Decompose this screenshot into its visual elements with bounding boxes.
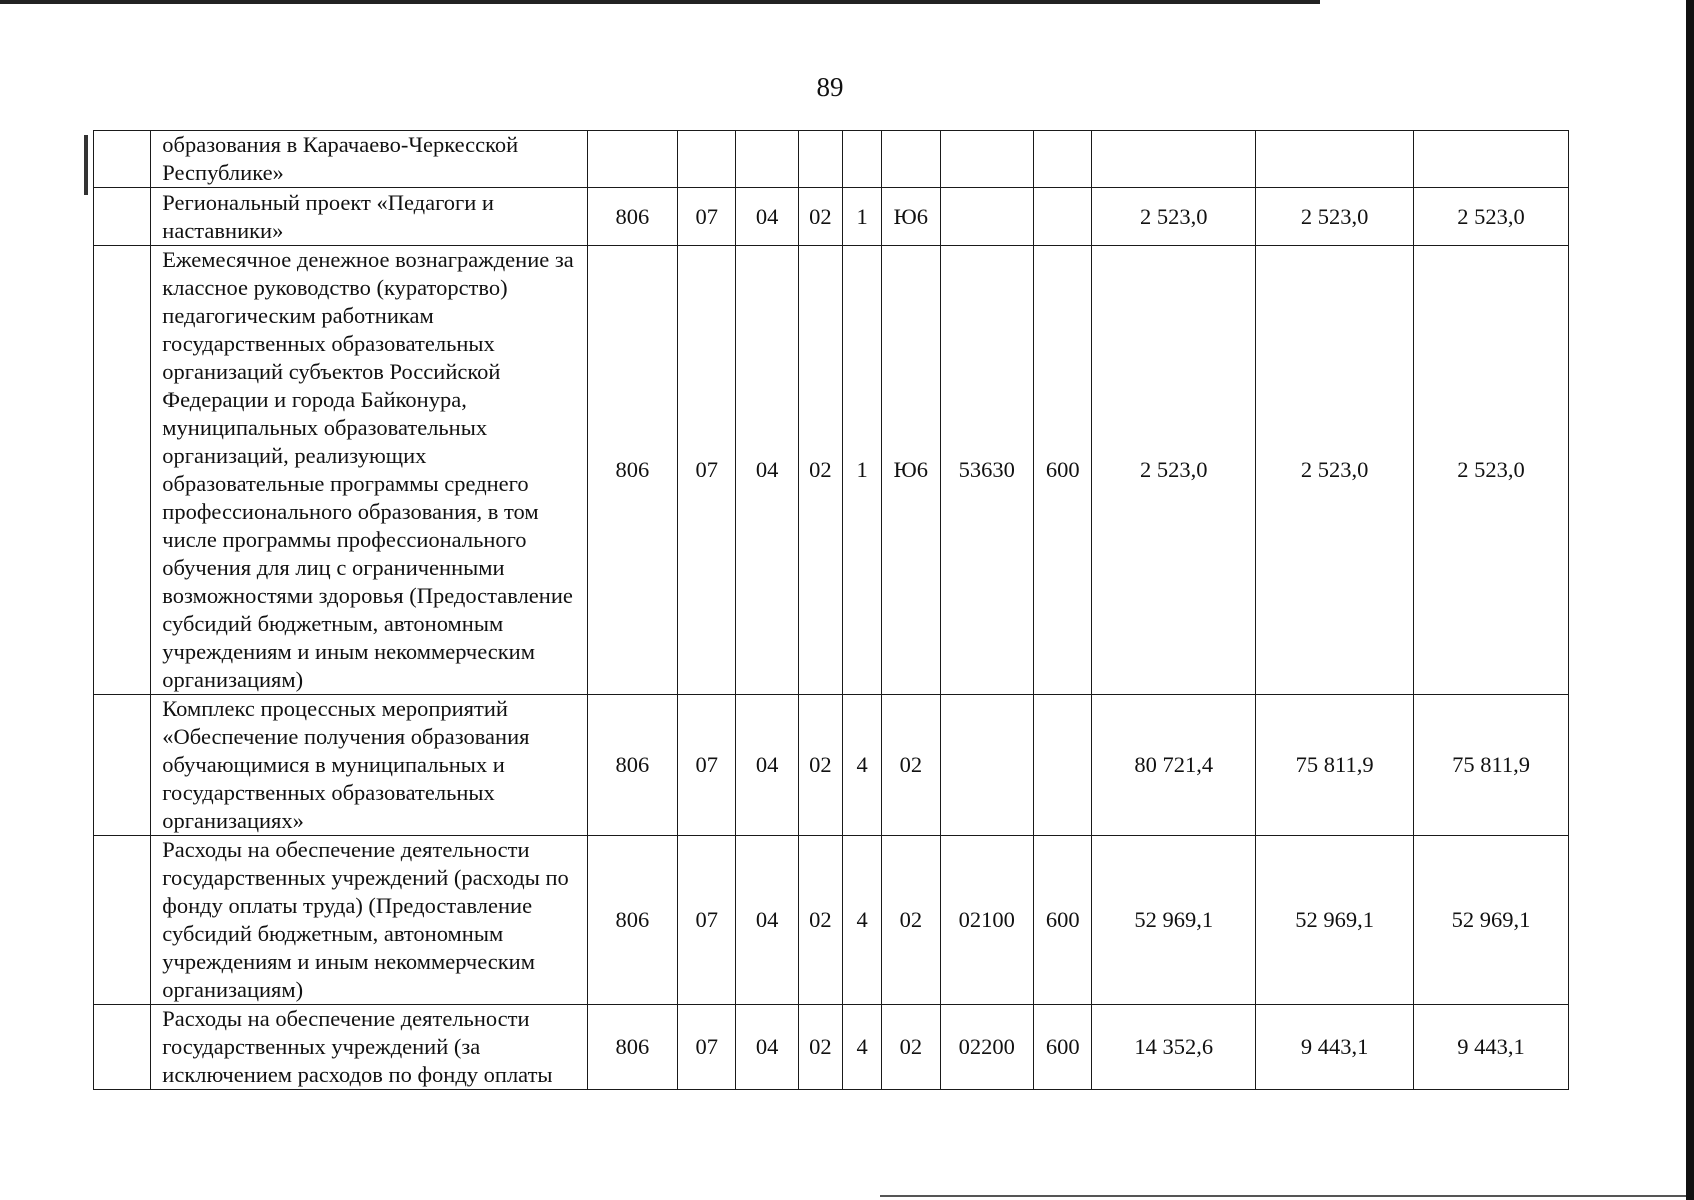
target-article-type: 4 [843,695,882,836]
target-article-direction [940,131,1034,188]
target-article-program: 02 [798,1005,842,1090]
target-article-direction [940,695,1034,836]
scan-edge-right [1686,0,1694,1200]
target-article-type: 1 [843,246,882,695]
target-article-direction: 53630 [940,246,1034,695]
amount-year-2 [1256,131,1414,188]
budget-table [93,130,1569,1090]
amount-year-1: 52 969,1 [1092,836,1256,1005]
section-code: 07 [678,246,736,695]
amount-year-1: 80 721,4 [1092,695,1256,836]
table-row [94,246,1569,695]
target-article-program: 02 [798,836,842,1005]
amount-year-1: 14 352,6 [1092,1005,1256,1090]
page-number: 89 [816,72,844,102]
row-description: образования в Карачаево-Черкесской Республике» [151,131,587,188]
subsection-code: 04 [736,836,798,1005]
section-code: 07 [678,836,736,1005]
target-article-program: 02 [798,695,842,836]
table-row [94,836,1569,1005]
grbs-code: 806 [587,188,677,246]
row-description: Региональный проект «Педагоги и наставники» [151,188,587,246]
expense-type-code [1034,131,1092,188]
grbs-code [587,131,677,188]
grbs-code: 806 [587,836,677,1005]
row-number-cell [94,131,151,188]
grbs-code: 806 [587,1005,677,1090]
row-description: Расходы на обеспечение деятельности государственных учреждений (за исключением расходов по фонду оплаты [151,1005,587,1090]
row-description: Комплекс процессных мероприятий «Обеспечение получения образования обучающимися в муниципальных и государственных образовательных организациях» [151,695,587,836]
amount-year-3: 2 523,0 [1414,246,1569,695]
expense-type-code: 600 [1034,836,1092,1005]
subsection-code [736,131,798,188]
scan-edge-top [0,0,1320,4]
amount-year-1: 2 523,0 [1092,188,1256,246]
section-code: 07 [678,1005,736,1090]
row-description: Расходы на обеспечение деятельности государственных учреждений (расходы по фонду оплаты труда) (Предоставление субсидий бюджетным, автономным учреждениям и иным некоммерческим организациям) [151,836,587,1005]
target-article-direction: 02100 [940,836,1034,1005]
target-article-activity: Ю6 [882,246,940,695]
table-row [94,695,1569,836]
amount-year-2: 75 811,9 [1256,695,1414,836]
amount-year-2: 2 523,0 [1256,246,1414,695]
amount-year-3: 75 811,9 [1414,695,1569,836]
amount-year-2: 2 523,0 [1256,188,1414,246]
subsection-code: 04 [736,695,798,836]
target-article-program: 02 [798,246,842,695]
target-article-activity [882,131,940,188]
scan-edge-bottom [880,1195,1686,1197]
grbs-code: 806 [587,246,677,695]
amount-year-2: 9 443,1 [1256,1005,1414,1090]
target-article-activity: 02 [882,836,940,1005]
budget-table-body [94,131,1569,1090]
row-number-cell [94,1005,151,1090]
table-row [94,188,1569,246]
subsection-code: 04 [736,1005,798,1090]
row-number-cell [94,836,151,1005]
subsection-code: 04 [736,246,798,695]
target-article-activity: Ю6 [882,188,940,246]
target-article-direction: 02200 [940,1005,1034,1090]
target-article-program: 02 [798,188,842,246]
target-article-type: 4 [843,836,882,1005]
expense-type-code [1034,188,1092,246]
target-article-activity: 02 [882,1005,940,1090]
target-article-type: 4 [843,1005,882,1090]
amount-year-3: 2 523,0 [1414,188,1569,246]
expense-type-code: 600 [1034,1005,1092,1090]
target-article-direction [940,188,1034,246]
section-code [678,131,736,188]
row-number-cell [94,188,151,246]
expense-type-code [1034,695,1092,836]
table-row [94,1005,1569,1090]
amount-year-2: 52 969,1 [1256,836,1414,1005]
section-code: 07 [678,695,736,836]
amount-year-1 [1092,131,1256,188]
target-article-program [798,131,842,188]
target-article-activity: 02 [882,695,940,836]
subsection-code: 04 [736,188,798,246]
target-article-type: 1 [843,188,882,246]
amount-year-1: 2 523,0 [1092,246,1256,695]
grbs-code: 806 [587,695,677,836]
expense-type-code: 600 [1034,246,1092,695]
amount-year-3: 9 443,1 [1414,1005,1569,1090]
section-code: 07 [678,188,736,246]
row-description: Ежемесячное денежное вознаграждение за классное руководство (кураторство) педагогическим работникам государственных образовательных организаций субъектов Российской Федерации и города Байконура, муниципальных образовательных организаций, реализующих образовательные программы среднего профессионального образования, в том числе программы профессионального обучения для лиц с ограниченными возможностями здоровья (Предоставление субсидий бюджетным, автономным учреждениям и иным некоммерческим организациям) [151,246,587,695]
row-number-cell [94,695,151,836]
row-number-cell [94,246,151,695]
amount-year-3: 52 969,1 [1414,836,1569,1005]
target-article-type [843,131,882,188]
table-row [94,131,1569,188]
scan-binding-mark [84,135,88,195]
amount-year-3 [1414,131,1569,188]
